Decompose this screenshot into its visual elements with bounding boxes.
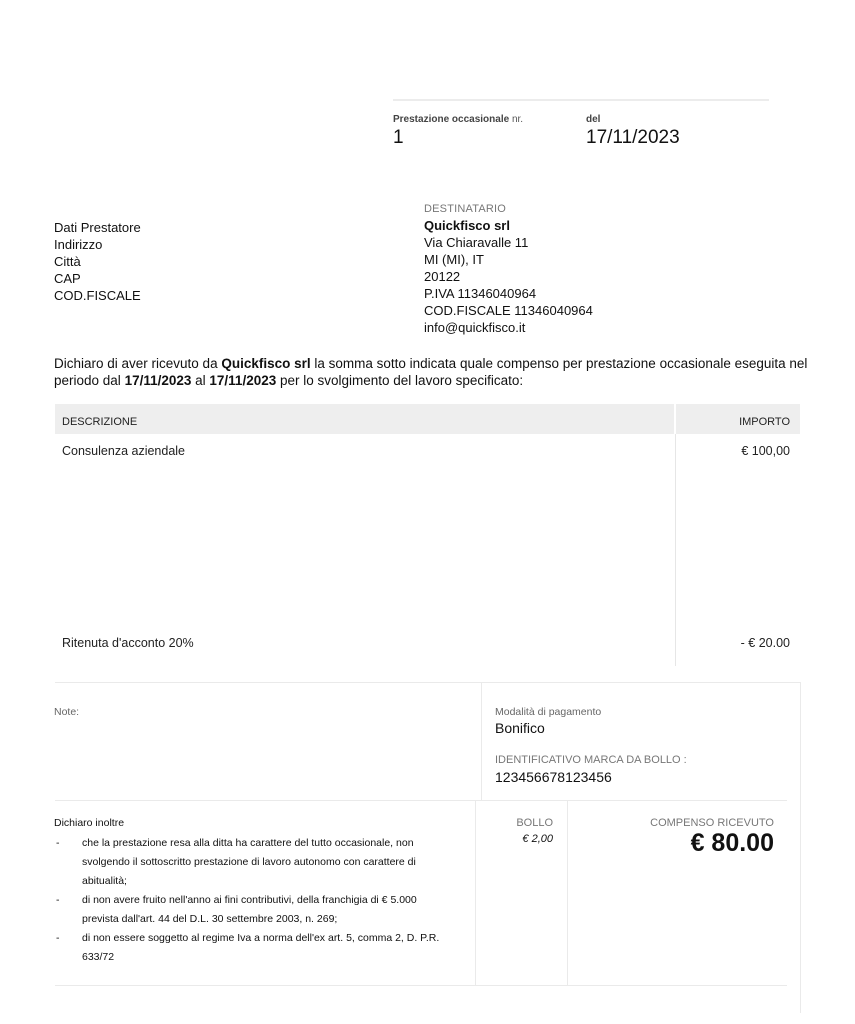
list-item [54,834,454,891]
list-item [54,929,454,967]
invoice-date-label-text: del [586,114,601,125]
list-item-text: di non avere fruito nell'anno ai fini contributivi, della franchigia di € 5.000 prevista dall'art. 44 del D.L. 30 settembre 2003, n. 269; [82,894,417,925]
compenso-value: € 80.00 [690,829,774,857]
declaration-text-1: Dichiaro di aver ricevuto da [54,356,222,371]
destinatario-block [424,203,593,336]
list-item [54,891,454,929]
destinatario-address: Via Chiaravalle 11 [424,235,529,250]
withholding-amount: - € 20.00 [740,636,790,650]
bollo-divider-left [475,801,476,986]
list-item-text: che la prestazione resa alla ditta ha carattere del tutto occasionale, non svolgendo il sottoscritto prestazione di lavoro autonomo con carattere di abitualità; [82,837,416,887]
list-item-text: di non essere soggetto al regime Iva a norma dell'ex art. 5, comma 2, D. P.R. 633/72 [82,932,440,963]
invoice-type-main: Prestazione occasionale [393,114,510,125]
destinatario-piva: P.IVA 11346040964 [424,286,537,301]
bollo-value: € 2,00 [522,833,553,845]
destinatario-email: info@quickfisco.it [424,320,526,335]
payment-method-label: Modalità di pagamento [495,706,602,718]
further-declaration-title: Dichiaro inoltre [54,817,125,829]
dash-bullet: - [56,837,60,849]
header-rule [393,99,769,101]
declaration-text-3: al [191,373,210,388]
prestatore-title: Dati Prestatore [54,220,141,235]
compenso-label: COMPENSO RICEVUTO [650,817,774,829]
destinatario-cf: COD.FISCALE 11346040964 [424,303,593,318]
declaration-company: Quickfisco srl [221,356,311,371]
declaration-date-to: 17/11/2023 [209,373,277,388]
declaration-date-from: 17/11/2023 [124,373,192,388]
table-column-divider [675,434,676,666]
declaration-paragraph [54,355,814,389]
invoice-number: 1 [393,127,404,148]
column-header-description: DESCRIZIONE [62,416,138,428]
notes-label: Note: [54,706,80,718]
withholding-description: Ritenuta d'acconto 20% [62,636,194,650]
bollo-divider-right [567,801,568,986]
prestatore-city: Città [54,254,81,269]
item-description: Consulenza aziendale [62,444,186,458]
stamp-id-value: 123456678123456 [495,769,612,785]
column-header-amount: IMPORTO [739,416,790,428]
destinatario-caption: DESTINATARIO [424,203,507,215]
declaration-text-4: per lo svolgimento del lavoro specificato: [276,373,524,388]
prestatore-cap: CAP [54,271,81,286]
prestatore-cf: COD.FISCALE [54,288,141,303]
invoice-date-label [586,114,600,125]
destinatario-city: MI (MI), IT [424,252,484,267]
bollo-label: BOLLO [516,817,553,829]
item-amount: € 100,00 [741,444,790,458]
payment-method-value: Bonifico [495,720,545,736]
dash-bullet: - [56,894,60,906]
invoice-type-label [393,114,523,125]
invoice-date: 17/11/2023 [586,127,680,148]
further-declaration-list [54,834,454,967]
destinatario-name: Quickfisco srl [424,218,510,233]
table-header-divider [674,404,676,434]
summary-divider-bottom [55,985,787,986]
table-header [55,404,800,434]
dash-bullet: - [56,932,60,944]
summary-divider-horizontal [55,800,787,801]
prestatore-address: Indirizzo [54,237,103,252]
prestatore-block [54,219,141,304]
destinatario-cap: 20122 [424,269,461,284]
summary-divider-vertical [481,683,482,800]
declaration-text-2: la somma sotto indicata quale compenso per prestazione occasionale eseguita nel periodo dal [54,356,808,388]
invoice-number-label: nr. [511,114,524,125]
stamp-id-label: IDENTIFICATIVO MARCA DA BOLLO : [495,754,687,766]
